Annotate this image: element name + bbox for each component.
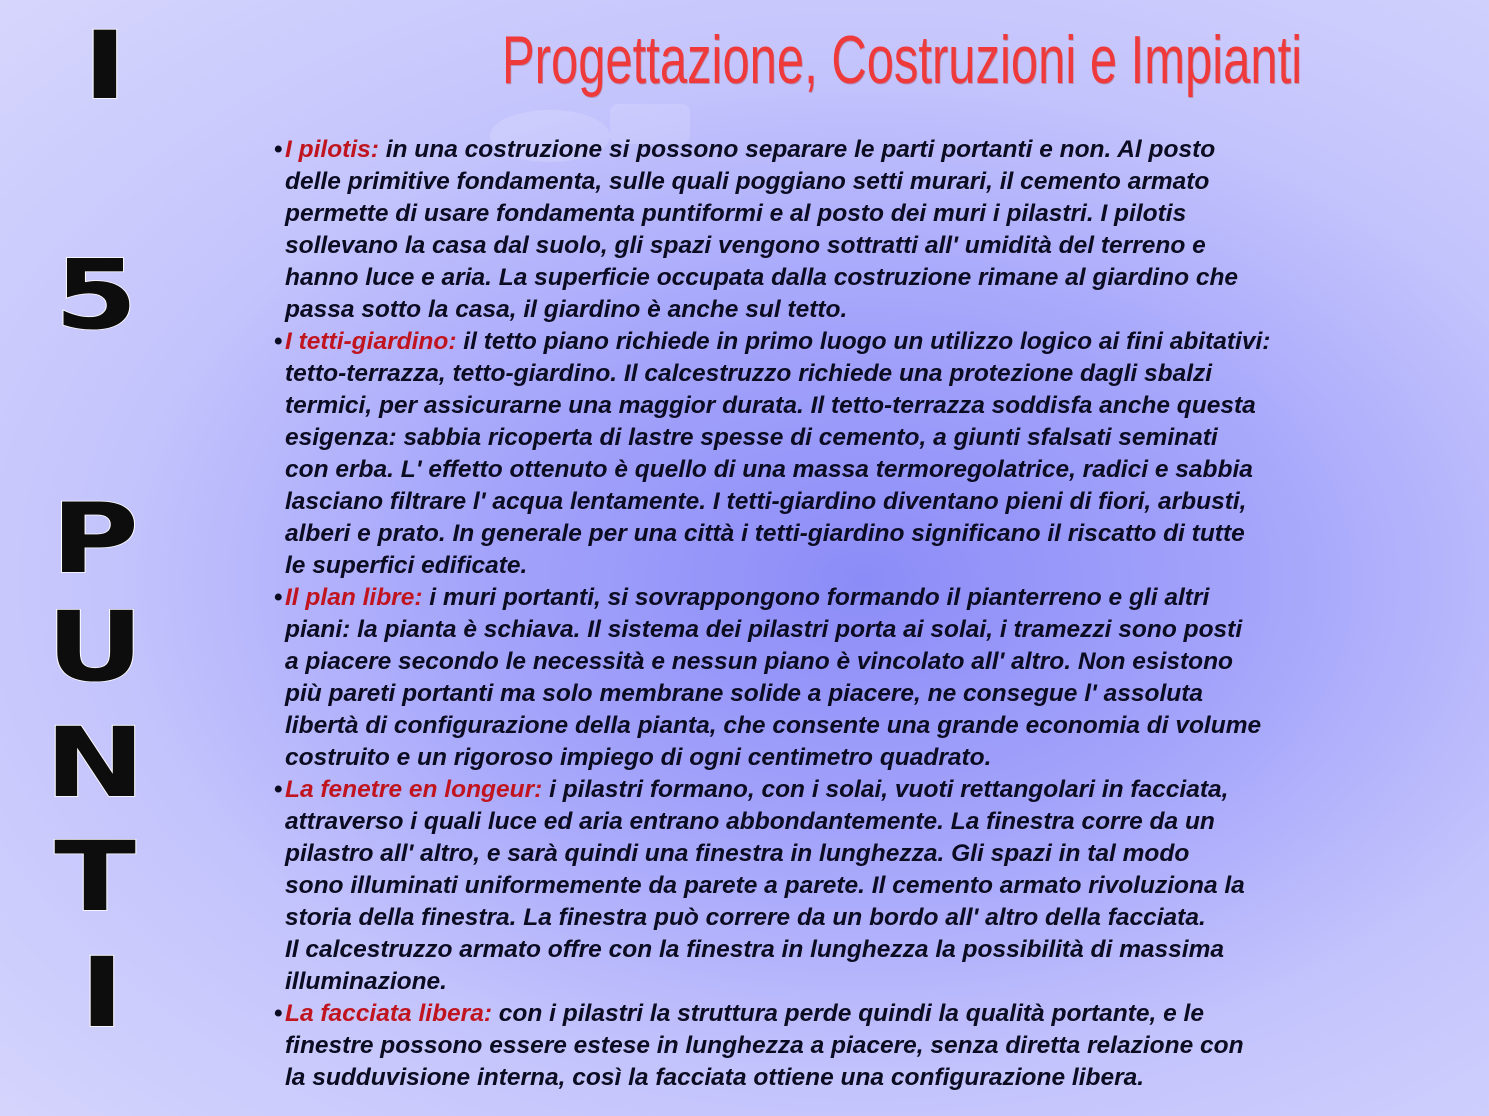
bullet-icon: • [274, 584, 283, 611]
point-text: con i pilastri la struttura perde quindi la qualità portante, e le finestre possono essere estese in lunghezza a piacere, senza diretta relazione con la sudduvisione interna, così la facciata ottiene una configurazione libera. [285, 1000, 1244, 1091]
point-text: il tetto piano richiede in primo luogo un utilizzo logico ai fini abitativi: tetto-terrazza, tetto-giardino. Il calcestruzzo richiede una protezione dagli sbalzi termici, per assicurarne una maggior durata. Il tetto-terrazza soddisfa anche questa esigenza: sabbia ricoperta di lastre spesse di cemento, a giunti sfalsati seminati con erba. L' effetto ottenuto è quello di una massa termoregolatrice, radici e sabbia lasciano filtrare l' acqua lentamente. I tetti-giardino diventano pieni di fiori, arbusti, alberi e prato. In generale per una città i tetti-giardino significano il riscatto di tutte le superfici edificate. [285, 328, 1271, 579]
side-letter-i-bottom: I [79, 938, 125, 1050]
list-item [274, 774, 1454, 998]
list-item [274, 998, 1454, 1094]
page-title: Progettazione, Costruzioni e Impianti [502, 22, 1303, 98]
point-text: i muri portanti, si sovrappongono formando il pianterreno e gli altri piani: la pianta è schiava. Il sistema dei pilastri porta ai solai, i tramezzi sono posti a piacere secondo le necessità e nessun piano è vincolato all' altro. Non esistono più pareti portanti ma solo membrane solide a piacere, ne consegue l' assoluta libertà di configurazione della pianta, che consente una grande economia di volume costruito e un rigoroso impiego di ogni centimetro quadrato. [285, 584, 1262, 771]
bullet-icon: • [274, 328, 283, 355]
points-list [274, 134, 1454, 1094]
bullet-icon: • [274, 136, 283, 163]
bullet-icon: • [274, 1000, 283, 1027]
side-letter-5: 5 [54, 240, 138, 352]
side-letter-p: P [51, 484, 139, 596]
point-text: i pilastri formano, con i solai, vuoti rettangolari in facciata, attraverso i quali luce ed aria entrano abbondantemente. La finestra corre da un pilastro all' altro, e sarà quindi una finestra in lunghezza. Gli spazi in tal modo sono illuminati uniformemente da parete a parete. Il cemento armato rivoluziona la storia della finestra. La finestra può correre da un bordo all' altro della facciata. Il calcestruzzo armato offre con la finestra in lunghezza la possibilità di massima illuminazione. [285, 776, 1245, 995]
side-letter-t: T [54, 822, 136, 934]
bullet-icon: • [274, 776, 283, 803]
point-term: La facciata libera: [285, 1000, 492, 1027]
list-item [274, 582, 1454, 774]
list-item [274, 134, 1454, 326]
point-term: I tetti-giardino: [285, 328, 457, 355]
point-text: in una costruzione si possono separare le parti portanti e non. Al posto delle primitive fondamenta, sulle quali poggiano setti murari, il cemento armato permette di usare fondamenta puntiformi e al posto dei muri i pilastri. I pilotis sollevano la casa dal suolo, gli spazi vengono sottratti all' umidità del terreno e hanno luce e aria. La superficie occupata dalla costruzione rimane al giardino che passa sotto la casa, il giardino è anche sul tetto. [285, 136, 1239, 323]
side-letter-n: N [44, 708, 146, 820]
point-term: Il plan libre: [285, 584, 423, 611]
list-item [274, 326, 1454, 582]
side-letter-i-top: I [82, 12, 128, 121]
point-term: La fenetre en longeur: [285, 776, 543, 803]
side-letter-u: U [46, 592, 144, 704]
point-term: I pilotis: [285, 136, 379, 163]
